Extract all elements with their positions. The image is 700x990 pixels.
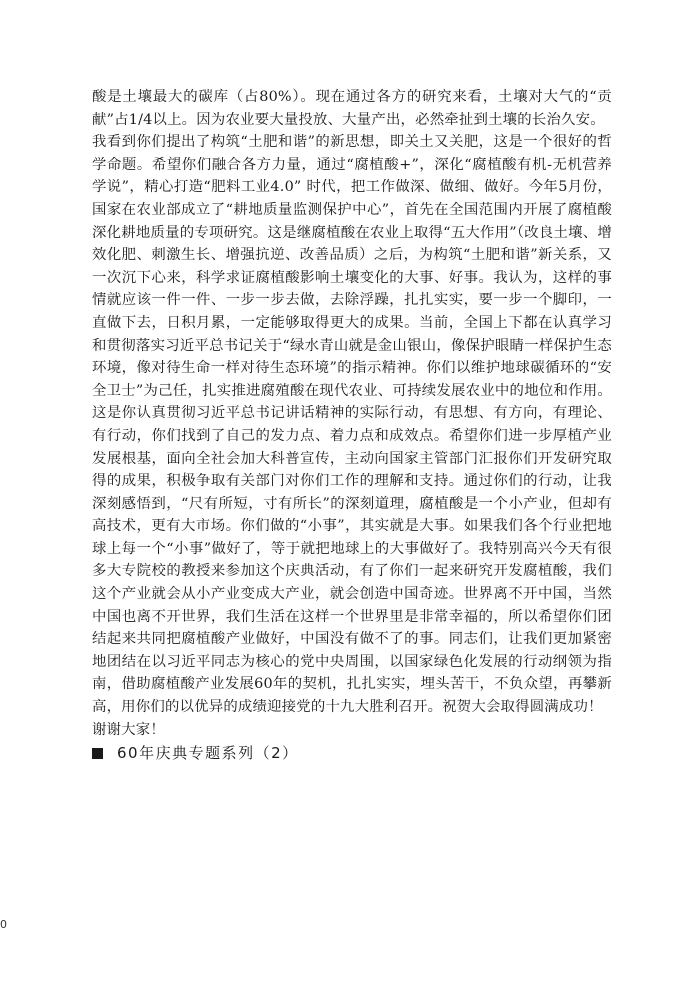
section-heading bbox=[92, 742, 299, 764]
section-heading-text: 60年庆典专题系列（2） bbox=[117, 744, 299, 762]
paragraph-continuation: 酸是土壤最大的碳库（占80%）。现在通过各方的研究来看，土壤对大气的“贡献”占1/4以上。因为农业要大量投放、大量产出，必然牵扯到土壤的长治久安。 bbox=[92, 89, 612, 128]
body-text bbox=[92, 86, 612, 741]
paragraph-thanks: 谢谢大家！ bbox=[92, 721, 165, 738]
paragraph-main: 我看到你们提出了构筑“土肥和谐”的新思想，即关土又关肥，这是一个很好的哲学命题。希望你们融合各方力量，通过“腐植酸+”，深化“腐植酸有机-无机营养学说”，精心打造“肥料工业4.0” 时代，把工作做深、做细、做好。今年5月份，国家在农业部成立了“耕地质量监测保护中心”，首先在全国范围内开展了腐植酸深化耕地质量的专项研究。这是继腐植酸在农业上取得“五大作用”（改良土壤、增效化肥、刺激生长、增强抗逆、改善品质）之后，为构筑“土肥和谐”新关系，又一次沉下心来，科学求证腐植酸影响土壤变化的大事、好事。我认为，这样的事情就应该一件一件、一步一步去做，去除浮躁，扎扎实实，要一步一个脚印，一直做下去，日积月累，一定能够取得更大的成果。当前，全国上下都在认真学习和贯彻落实习近平总书记关于“绿水青山就是金山银山，像保护眼睛一样保护生态环境，像对待生命一样对待生态环境”的指示精神。你们以维护地球碳循环的“安全卫士”为己任，扎实推进腐殖酸在现代农业、可持续发展农业中的地位和作用。这是你认真贯彻习近平总书记讲话精神的实际行动，有思想、有方向，有理论、有行动，你们找到了自己的发力点、着力点和成效点。希望你们进一步厚植产业发展根基，面向全社会加大科普宣传，主动向国家主管部门汇报你们开发研究取得的成果，积极争取有关部门对你们工作的理解和支持。通过你们的行动，让我深刻感悟到，“尺有所短，寸有所长”的深刻道理，腐植酸是一个小产业，但却有高技术，更有大市场。你们做的“小事”，其实就是大事。如果我们各个行业把地球上每一个“小事”做好了，等于就把地球上的大事做好了。我特别高兴今天有很多大专院校的教授来参加这个庆典活动，有了你们一起来研究开发腐植酸，我们这个产业就会从小产业变成大产业，就会创造中国奇迹。世界离不开中国，当然中国也离不开世界，我们生活在这样一个世界里是非常幸福的，所以希望你们团结起来共同把腐植酸产业做好，中国没有做不了的事。同志们，让我们更加紧密地团结在以习近平同志为核心的党中央周围，以国家绿色化发展的行动纲领为指南，借助腐植酸产业发展60年的契机，扎扎实实，埋头苦干，不负众望，再攀新高，用你们的以优异的成绩迎接党的十九大胜利召开。祝贺大会取得圆满成功！ bbox=[92, 134, 612, 716]
square-bullet-icon bbox=[92, 748, 103, 759]
page-number: 0 bbox=[0, 918, 7, 931]
